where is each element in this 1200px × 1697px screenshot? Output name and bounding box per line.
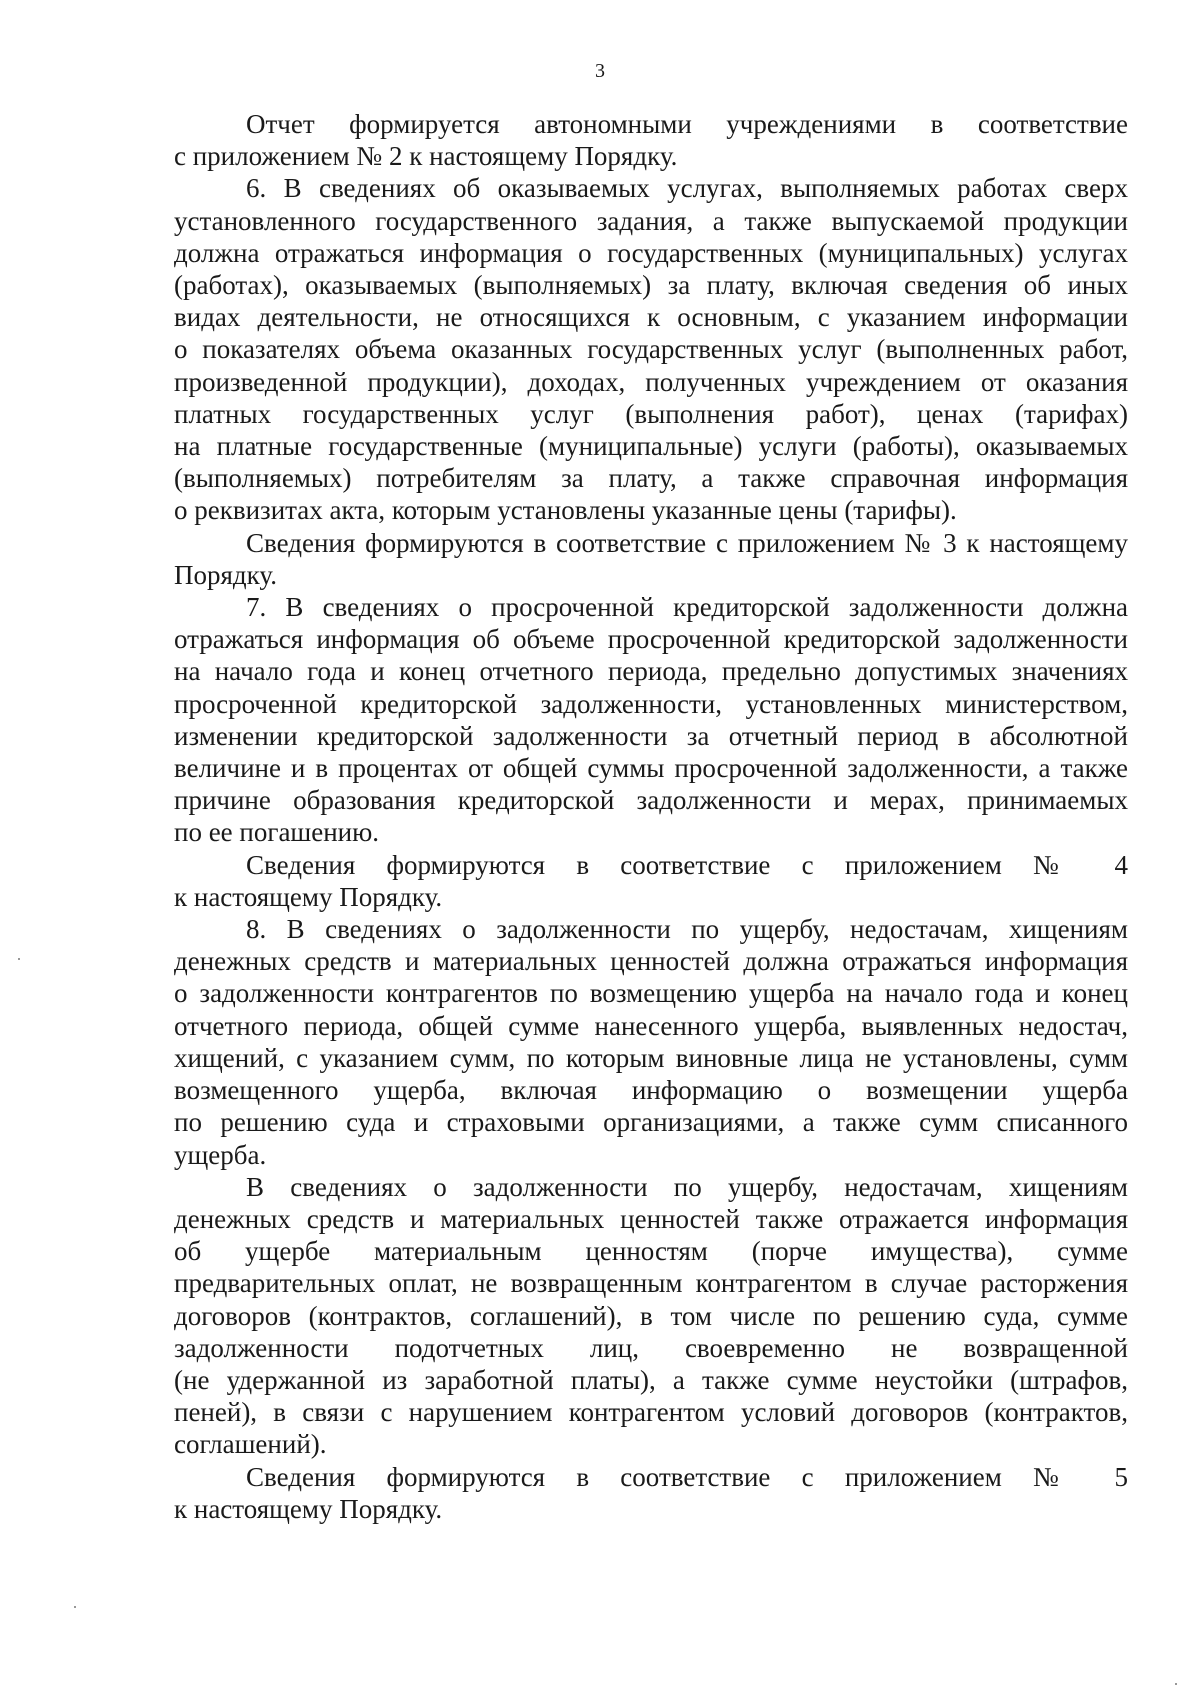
scan-speck (18, 958, 20, 960)
document-body (174, 108, 1128, 1525)
paragraph-line: к настоящему Порядку. (174, 881, 443, 912)
paragraph-line: 6. В сведениях об оказываемых услугах, выполняемых работах сверх (246, 173, 1128, 204)
paragraph-line: об ущербе материальным ценностям (порче имущества), сумме (174, 1236, 1128, 1267)
paragraph-line: причине образования кредиторской задолженности и мерах, принимаемых (174, 785, 1128, 816)
paragraph-report-autonomous (174, 108, 1128, 172)
paragraph-line: Отчет формируется автономными учреждениями в соответствие (246, 109, 1128, 139)
paragraph-line: (выполняемых) потребителям за плату, а также справочная информация (174, 463, 1128, 494)
paragraph-line: по ее погашению. (174, 817, 380, 848)
paragraph-line: произведенной продукции), доходах, полученных учреждением от оказания (174, 366, 1128, 397)
paragraph-line: отражаться информация об объеме просроченной кредиторской задолженности (174, 624, 1128, 655)
paragraph-line: отчетного периода, общей сумме нанесенного ущерба, выявленных недостач, (174, 1010, 1128, 1041)
paragraph-item-6 (174, 172, 1128, 526)
paragraph-appendix-3 (174, 527, 1128, 591)
paragraph-line: денежных средств и материальных ценностей должна отражаться информация (174, 946, 1128, 977)
paragraph-line: (работах), оказываемых (выполняемых) за плату, включая сведения об иных (174, 270, 1128, 301)
paragraph-line: возмещенного ущерба, включая информацию о возмещении ущерба (174, 1075, 1128, 1106)
paragraph-line: соглашений). (174, 1429, 327, 1460)
paragraph-line: о задолженности контрагентов по возмещению ущерба на начало года и конец (174, 978, 1128, 1009)
paragraph-line: Сведения формируются в соответствие с приложением № 4 (246, 849, 1128, 880)
paragraph-line: изменении кредиторской задолженности за отчетный период в абсолютной (174, 720, 1128, 751)
paragraph-line: о реквизитах акта, которым установлены указанные цены (тарифы). (174, 495, 957, 526)
paragraph-line: денежных средств и материальных ценностей также отражается информация (174, 1203, 1128, 1234)
paragraph-line: ущерба. (174, 1139, 267, 1170)
paragraph-damage-details (174, 1171, 1128, 1461)
paragraph-line: Порядку. (174, 559, 277, 590)
paragraph-line: должна отражаться информация о государственных (муниципальных) услугах (174, 237, 1128, 268)
paragraph-line: величине и в процентах от общей суммы просроченной задолженности, а также (174, 753, 1128, 784)
paragraph-line: 7. В сведениях о просроченной кредиторской задолженности должна (246, 592, 1128, 623)
paragraph-line: хищений, с указанием сумм, по которым виновные лица не установлены, сумм (174, 1042, 1128, 1073)
paragraph-line: договоров (контрактов, соглашений), в том числе по решению суда, сумме (174, 1300, 1128, 1331)
paragraph-item-8 (174, 913, 1128, 1171)
paragraph-line: В сведениях о задолженности по ущербу, недостачам, хищениям (246, 1171, 1128, 1202)
paragraph-line: о показателях объема оказанных государственных услуг (выполненных работ, (174, 334, 1128, 365)
paragraph-line: 8. В сведениях о задолженности по ущербу, недостачам, хищениям (246, 914, 1128, 945)
paragraph-line: предварительных оплат, не возвращенным контрагентом в случае расторжения (174, 1268, 1128, 1299)
paragraph-line: Сведения формируются в соответствие с приложением № 5 (246, 1461, 1128, 1492)
paragraph-line: платных государственных услуг (выполнения работ), ценах (тарифах) (174, 398, 1128, 429)
paragraph-line: пеней), в связи с нарушением контрагентом условий договоров (контрактов, (174, 1397, 1128, 1428)
paragraph-line: (не удержанной из заработной платы), а также сумме неустойки (штрафов, (174, 1364, 1128, 1395)
paragraph-appendix-5 (174, 1461, 1128, 1525)
paragraph-appendix-4 (174, 849, 1128, 913)
scan-speck (74, 1606, 76, 1608)
paragraph-line: на платные государственные (муниципальные) услуги (работы), оказываемых (174, 431, 1128, 462)
paragraph-line: Сведения формируются в соответствие с приложением № 3 к настоящему (246, 527, 1128, 558)
paragraph-line: задолженности подотчетных лиц, своевременно не возвращенной (174, 1332, 1128, 1363)
paragraph-line: установленного государственного задания, а также выпускаемой продукции (174, 205, 1128, 236)
page-number: 3 (595, 60, 605, 82)
paragraph-line: к настоящему Порядку. (174, 1493, 443, 1524)
scan-speck (1175, 1683, 1177, 1685)
paragraph-line: видах деятельности, не относящихся к основным, с указанием информации (174, 302, 1128, 333)
paragraph-line: с приложением № 2 к настоящему Порядку. (174, 141, 678, 172)
paragraph-item-7 (174, 591, 1128, 849)
paragraph-line: просроченной кредиторской задолженности, установленных министерством, (174, 688, 1128, 719)
paragraph-line: на начало года и конец отчетного периода, предельно допустимых значениях (174, 656, 1128, 687)
paragraph-line: по решению суда и страховыми организациями, а также сумм списанного (174, 1107, 1128, 1138)
